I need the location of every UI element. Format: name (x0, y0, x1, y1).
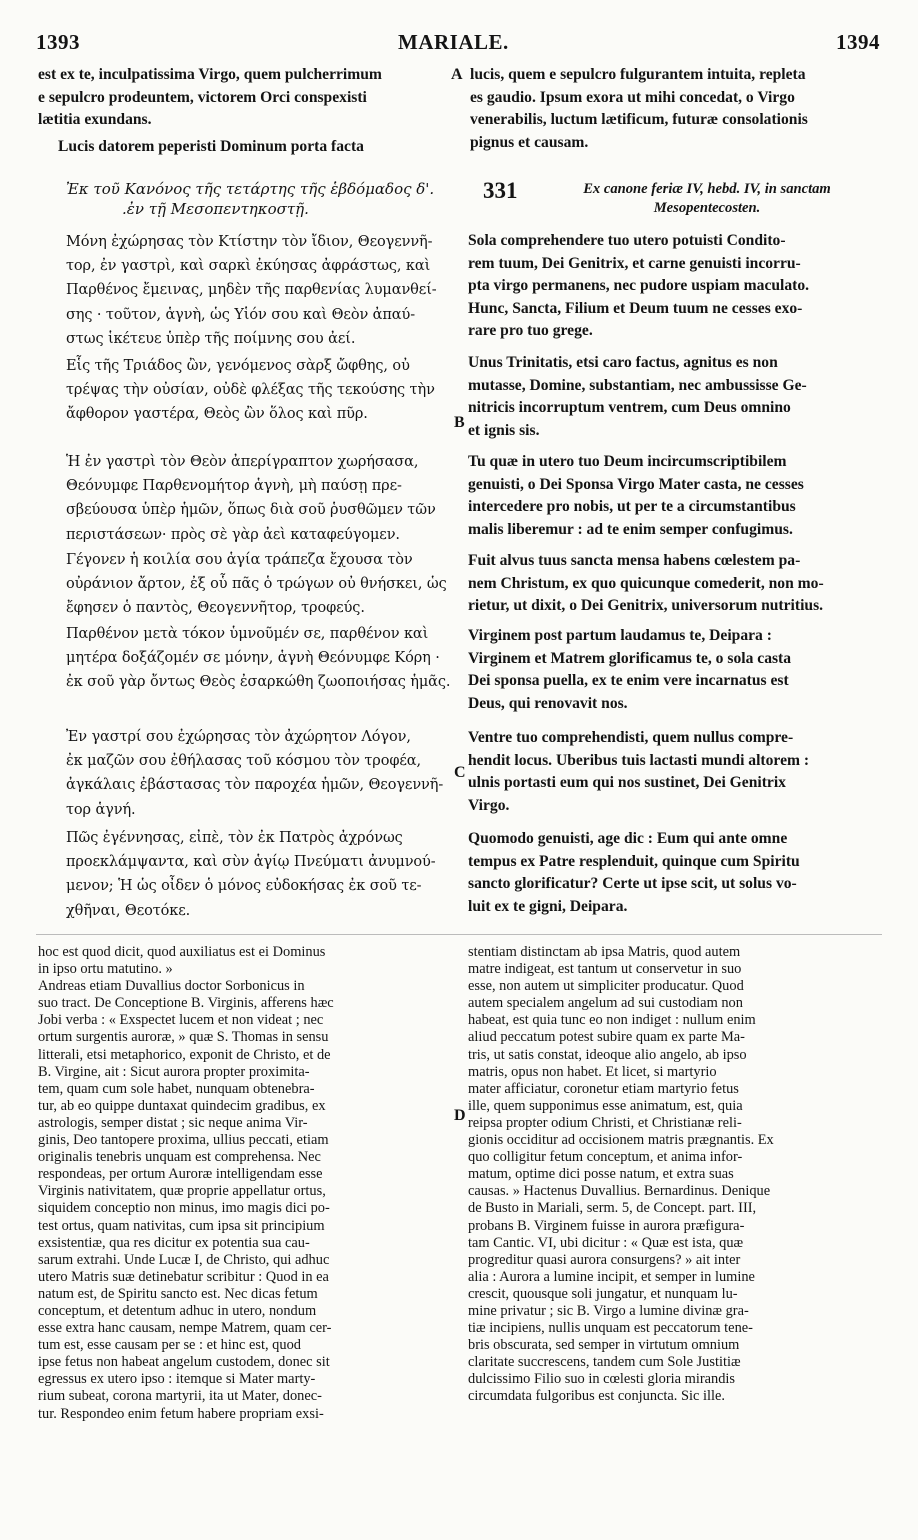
latin-hymn-3: Tu quæ in utero tuo Deum incircumscriptibilem genuisti, o Dei Sponsa Virgo Mater casta, ne cesses intercedere pro nobis, ut per te a circumstantibus malis liberemur : ad te enim semper confugimus. (468, 453, 804, 538)
margin-marker-c: C (454, 764, 466, 781)
commentary-left-column: hoc est quod dicit, quod auxiliatus est ei Dominus in ipso ortu matutino. » Andreas etiam Duvallius doctor Sorbonicus in suo tract. De Conceptione B. Virginis, afferens hæc Jobi verba : « Exspectet lucem et non videat ; nec ortum surgentis auroræ, » quæ S. Thomas in sensu litterali, etsi metaphorico, exponit de Christo, et de B. Virgine, ait : Sicut aurora propter proximita- tem, quam cum sole habet, nunquam obtenebra- tur, ab eo quippe duntaxat quindecim gradibus, ex astrologis, semper distat ; sic neque anima Vir- ginis, Deo tantopere proxima, ullius peccati, etiam originalis tenebris unquam est comprehensa. Nec respondeas, per ortum Auroræ intelligendam esse Virginis nativitatem, quæ proprie appellatur ortus, siquidem conceptio non minus, imo magis dici po- test ortus, quam nativitas, cum ipsa sit principium exsistentiæ, qua res dicitur ex potentia sua cau- sarum extrahi. Unde Lucæ I, de Christo, qui adhuc utero Matris suæ detinebatur scribitur : Quod in ea natum est, de Spiritu sancto est. Nec dicas fetum conceptum, et detentum adhuc in utero, nondum esse extra hanc causam, nempe Matrem, quam cer- tum est, esse causam per se : et hinc est, quod ipse fetus non habeat angelum custodem, donec sit egressus ex utero ipso : itemque si Mater marty- rium subeat, corona martyrii, ita ut Mater, donec- tur. Respondeo enim fetum habere propriam exsi- (38, 944, 334, 1422)
greek-hymn-3: Ἡ ἐν γαστρὶ τὸν Θεὸν ἀπερίγραπτον χωρήσασα, Θεόνυμφε Παρθενομήτορ ἁγνὴ, μὴ παύσῃ πρε- σβεύουσα ὑπὲρ ἡμῶν, ὅπως διὰ σοῦ ῥυσθῶμεν τῶν περιστάσεων· πρὸς σὲ γὰρ ἀεὶ καταφεύγομεν. (66, 454, 436, 543)
latin-heading-line-2: Mesopentecosten. (653, 200, 761, 216)
latin-hymn-6: Ventre tuo comprehendisti, quem nullus compre- hendit locus. Uberibus tuis lactasti mundi altorem : ulnis portasti eum qui nos sustinet, Dei Genitrix Virgo. (468, 729, 810, 814)
latin-hymn-4: Fuit alvus tuus sancta mensa habens cœlestem pa- nem Christum, ex quo quicunque comederit, non mo- rietur, ut dixit, o Dei Genitrix, universorum nutritius. (468, 552, 824, 615)
greek-hymn-5: Παρθένον μετὰ τόκον ὑμνοῦμέν σε, παρθένον καὶ μητέρα δοξάζομέν σε μόνην, ἁγνὴ Θεόνυμφε Κόρη · ἐκ σοῦ γὰρ ὄντως Θεὸς ἐσαρκώθη ζωοποιήσας ἡμᾶς. (66, 626, 451, 691)
latin-section-heading (532, 180, 882, 218)
latin-hymn-2: Unus Trinitatis, etsi caro factus, agnitus es non mutasse, Domine, substantiam, nec ambussisse Ge- nitricis incorruptum ventrem, cum Deus omnino et ignis sis. (468, 354, 807, 439)
greek-heading-line-1: Ἐκ τοῦ Κανόνος τῆς τετάρτης τῆς ἑβδόμαδος δ'. (66, 180, 435, 198)
greek-heading-line-2: .ἐν τῇ Μεσοπεντηκοστῇ. (122, 199, 309, 218)
latin-heading-line-1: Ex canone feriæ IV, hebd. IV, in sanctam (583, 181, 831, 197)
page-number-right: 1394 (836, 30, 880, 54)
latin-hymn-5: Virginem post partum laudamus te, Deipara : Virginem et Matrem glorificamus te, o sola casta Dei sponsa puella, ex te enim vere incarnatus est Deus, qui renovavit nos. (468, 627, 792, 712)
commentary-right-column: stentiam distinctam ab ipsa Matris, quod autem matre indigeat, est tantum ut conservetur in suo esse, non autem ut simpliciter producatur. Quod autem specialem angelum ad sui custodiam non habeat, est quia tunc eo non indiget : nullum enim aliud peccatum potest subire quam ex parte Ma- tris, ut satis constat, ideoque alio angelo, ab ipso matris, opus non habet. Et licet, si martyrio mater afficiatur, coronetur etiam martyrio fetus ille, quem supponimus esse animatum, est, quia reipsa propter odium Christi, et Christianæ reli- gionis occiditur ad occisionem matris prægnantis. Ex quo colligitur fetum conceptum, et anima infor- matum, optime dici posse natum, et extra suas causas. » Hactenus Duvallius. Bernardinus. Denique de Busto in Mariali, serm. 5, de Concept. part. III, probans B. Virginem fuisse in aurora præfigura- tam Cantic. VI, ubi dicitur : « Quæ est ista, quæ progreditur quasi aurora consurgens? » ait inter alia : Aurora a lumine incipit, et semper in lumine crescit, quousque soli jungatur, et nunquam lu- mine privatur ; sic B. Virgo a lumine divinæ gra- tiæ incipiens, nullis unquam est peccatorum tene- bris obscurata, sed semper in virtutum omnium claritate succrescens, tandem cum Sole Justitiæ dulcissimo Filio suo in cœlesti gloria mirandis circumdata fulgoribus est conjuncta. Sic ille. (468, 944, 774, 1405)
top-left-paragraph-1: est ex te, inculpatissima Virgo, quem pulcherrimum e sepulcro prodeuntem, victorem Orci conspexisti lætitia exundans. (38, 66, 382, 129)
latin-hymn-1: Sola comprehendere tuo utero potuisti Condito- rem tuum, Dei Genitrix, et carne genuisti incorru- pta virgo permanens, nec pudore uspiam maculato. Hunc, Sancta, Filium et Deum tuum ne cesses exo- rare pro tuo grege. (468, 232, 810, 340)
greek-section-heading (66, 180, 456, 219)
greek-hymn-2: Εἷς τῆς Τριάδος ὢν, γενόμενος σὰρξ ὤφθης, οὐ τρέψας τὴν οὐσίαν, οὐδὲ φλέξας τῆς τεκούσης τὴν ἄφθορον γαστέρα, Θεὸς ὢν ὅλος καὶ πῦρ. (66, 358, 435, 423)
greek-hymn-6: Ἐν γαστρί σου ἐχώρησας τὸν ἀχώρητον Λόγον, ἐκ μαζῶν σου ἐθήλασας τοῦ κόσμου τὸν τροφέα, ἀγκάλαις ἐβάστασας τὸν παροχέα ἡμῶν, Θεογεννῆ- τορ ἁγνή. (66, 729, 444, 818)
margin-marker-a: A (451, 66, 463, 83)
page-number-left: 1393 (36, 30, 80, 54)
section-divider (36, 934, 882, 935)
greek-hymn-7: Πῶς ἐγέννησας, εἰπὲ, τὸν ἐκ Πατρὸς ἀχρόνως προεκλάμψαντα, καὶ σὺν ἁγίῳ Πνεύματι ἀνυμνού- μενον; Ἡ ὡς οἶδεν ὁ μόνος εὐδοκήσας ἐκ σοῦ τε- χθῆναι, Θεοτόκε. (66, 830, 436, 919)
top-left-paragraph-2: Lucis datorem peperisti Dominum porta facta (58, 138, 364, 155)
margin-marker-d: D (454, 1107, 466, 1124)
latin-hymn-7: Quomodo genuisti, age dic : Eum qui ante omne tempus ex Patre resplenduit, quinque cum Spiritu sancto glorificatur? Certe ut ipse scit, ut solus vo- luit ex te gigni, Deipara. (468, 830, 800, 915)
greek-hymn-4: Γέγονεν ἡ κοιλία σου ἁγία τράπεζα ἔχουσα τὸν οὐράνιον ἄρτον, ἐξ οὗ πᾶς ὁ τρώγων οὐ θνήσκει, ὡς ἔφησεν ὁ παντὸς, Θεογεννῆτορ, τροφεύς. (66, 552, 447, 617)
greek-hymn-1: Μόνη ἐχώρησας τὸν Κτίστην τὸν ἴδιον, Θεογεννῆ- τορ, ἐν γαστρὶ, καὶ σαρκὶ ἐκύησας ἀφράστως, καὶ Παρθένος ἔμεινας, μηδὲν τῆς παρθενίας λυμανθεί- σης · τοῦτον, ἁγνὴ, ὡς Υἱόν σου καὶ Θεὸν ἀπαύ- στως ἱκέτευε ὑπὲρ τῆς ποίμνης σου ἀεί. (66, 234, 437, 347)
margin-marker-b: B (454, 414, 465, 431)
top-right-paragraph-1: lucis, quem e sepulcro fulgurantem intuita, repleta es gaudio. Ipsum exora ut mihi concedat, o Virgo venerabilis, luctum lætificum, futuræ consolationis pignus et causam. (470, 66, 808, 151)
running-title: MARIALE. (398, 30, 509, 54)
section-number: 331 (483, 178, 518, 203)
